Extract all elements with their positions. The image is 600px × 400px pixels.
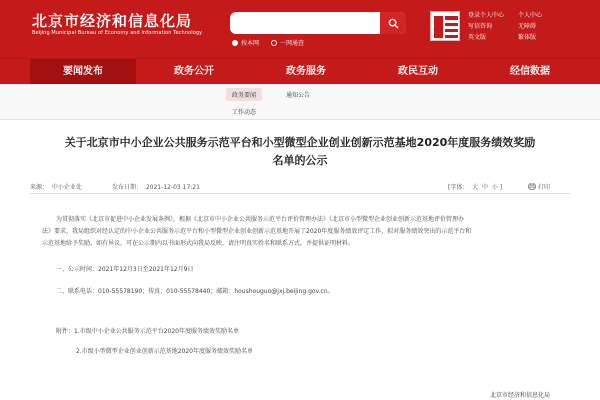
search-button[interactable] [380,12,406,34]
publicity-period: 一、公示时间：2021年12月3日至2021年12月9日 [56,266,194,273]
signature: 北京市经济和信息化局 [490,392,551,399]
font-size-medium[interactable]: 中 [482,184,489,191]
nav-government-services[interactable]: 政务服务 [286,66,326,77]
search-scope-all[interactable]: 一网通查 [271,38,304,47]
nav-interaction[interactable]: 政民互动 [398,66,438,77]
nav-data[interactable]: 经信数据 [510,66,550,77]
emblem-graphic [431,12,461,42]
site-subtitle: Beijing Municipal Bureau of Economy and Information Technology [32,30,203,36]
article-publish-date: 发布日期： 2021-12-03 17:21 [112,184,200,191]
search-icon [388,18,399,29]
site-header [0,0,600,58]
article-title: 关于北京市中小企业公共服务示范平台和小型微型企业创业创新示范基地2020年度服务绩效奖励 名单的公示 [64,136,536,167]
radio-unchecked-icon [271,40,277,46]
meta-divider [30,193,570,194]
radio-checked-icon [232,40,238,46]
font-size-switch: [字体： 大 中 小 ] [448,184,503,191]
sub-nav [0,84,600,120]
search-scope-site[interactable]: 按本网 [232,38,259,47]
main-nav [0,58,600,84]
article-body-intro: 为贯彻落实《北京市促进中小企业发展条例》，根据《北京市中小企业公共服务示范平台评价管理办法》《北京市小型微型企业创业创新示范基地评价管理办 法》要求，我局组织对经认定的中小企业公共服务示范平台和小型微型企业创业创新示范基地开展了2020年度服务绩效评定工作，拟对服务绩效突出的示范平台和 示范基地给予奖励。如有异议，可在公示期内以书面形式向我局反映，请注明真实姓名和联系方式，并提供证明材料。 [42,216,472,247]
site-title[interactable]: 北京市经济和信息化局 [32,12,193,30]
search-input[interactable] [230,12,406,34]
article-source: 来源： 中小企业处 [30,184,82,191]
article-container [0,120,600,400]
print-button[interactable]: 打印 [528,182,550,191]
top-links [468,10,564,41]
traditional-link[interactable]: 繁体版 [518,34,537,41]
search-scope-options [232,38,304,47]
english-link[interactable]: 英文版 [468,34,487,41]
personal-center-link[interactable]: 个人中心 [518,12,543,19]
print-icon [528,183,536,190]
attachment-2-link[interactable]: 2.市级小型微型企业创业创新示范基地2020年度服务绩效奖励名单 [76,348,253,355]
subnav-work-updates[interactable]: 工作动态 [232,109,257,116]
font-size-small[interactable]: 小 [491,184,498,191]
contact-info: 二、联系电话：010-55578190；传真：010-55578440；邮箱：houshouguo@jxj.beijing.gov.cn。 [56,288,334,295]
subnav-notices[interactable]: 通知公告 [286,92,311,99]
subnav-news[interactable]: 政务要闻 [226,88,262,101]
nav-news[interactable]: 要闻发布 [30,59,136,85]
attachment-1-link[interactable]: 附件：1.市级中小企业公共服务示范平台2020年度服务绩效奖励名单 [56,328,239,335]
font-size-large[interactable]: 大 [472,184,479,191]
accessibility-link[interactable]: 无障碍 [518,23,537,30]
nav-government-affairs[interactable]: 政务公开 [174,66,214,77]
consult-link[interactable]: 写信咨询 [468,23,493,30]
login-link[interactable]: 登录个人中心 [468,12,505,19]
government-logo-icon[interactable] [430,11,460,41]
